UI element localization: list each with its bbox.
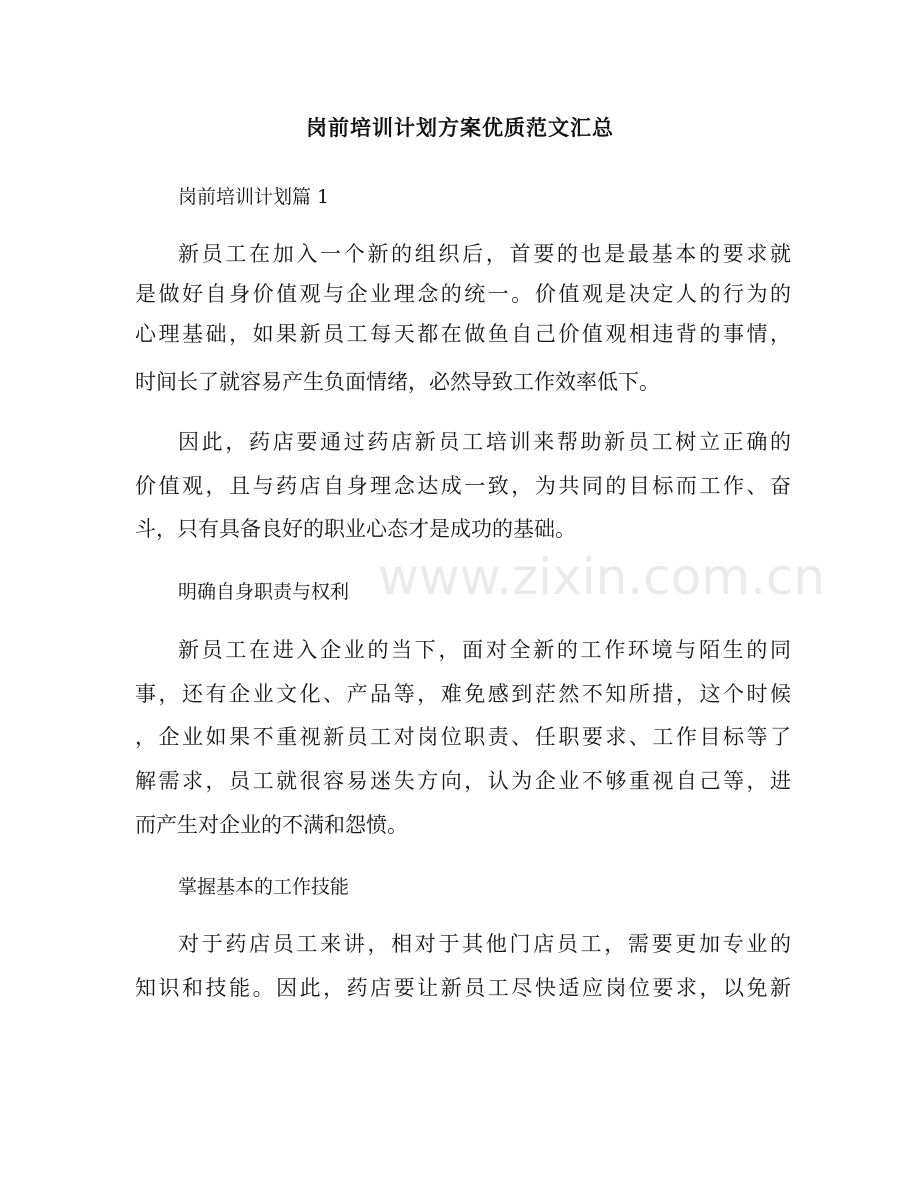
paragraph-line: 因此，药店要通过药店新员工培训来帮助新员工树立正确的 [178,430,791,454]
paragraph-line: 斗，只有具备良好的职业心态才是成功的基础。 [135,517,576,541]
paragraph-line: 时间长了就容易产生负面情绪，必然导致工作效率低下。 [135,370,660,394]
section-heading: 岗前培训计划篇 1 [178,186,330,208]
paragraph-line: ，企业如果不重视新员工对岗位职责、任职要求、工作目标等了 [135,725,791,749]
paragraph-line: 解需求，员工就很容易迷失方向，认为企业不够重视自己等，进 [135,769,791,793]
paragraph-line: 是做好自身价值观与企业理念的统一。价值观是决定人的行为的 [135,282,791,306]
paragraph-line: 而产生对企业的不满和怨愤。 [135,813,408,837]
paragraph-line: 对于药店员工来讲，相对于其他门店员工，需要更加专业的 [178,932,791,956]
paragraph-line: 新员工在进入企业的当下，面对全新的工作环境与陌生的同 [178,638,791,662]
paragraph-line: 心理基础，如果新员工每天都在做鱼自己价值观相违背的事情， [135,322,791,346]
paragraph-line: 价值观，且与药店自身理念达成一致，为共同的目标而工作、奋 [135,474,791,498]
subheading-skills: 掌握基本的工作技能 [178,876,350,898]
paragraph-line: 知识和技能。因此，药店要让新员工尽快适应岗位要求，以免新 [135,976,791,1000]
paragraph-line: 事，还有企业文化、产品等，难免感到茫然不知所措，这个时候 [135,682,791,706]
watermark: www.zixin.com.cn [378,548,826,606]
document-title: 岗前培训计划方案优质范文汇总 [306,116,614,140]
subheading-responsibilities: 明确自身职责与权利 [178,581,350,603]
paragraph-line: 新员工在加入一个新的组织后，首要的也是最基本的要求就 [178,242,791,266]
